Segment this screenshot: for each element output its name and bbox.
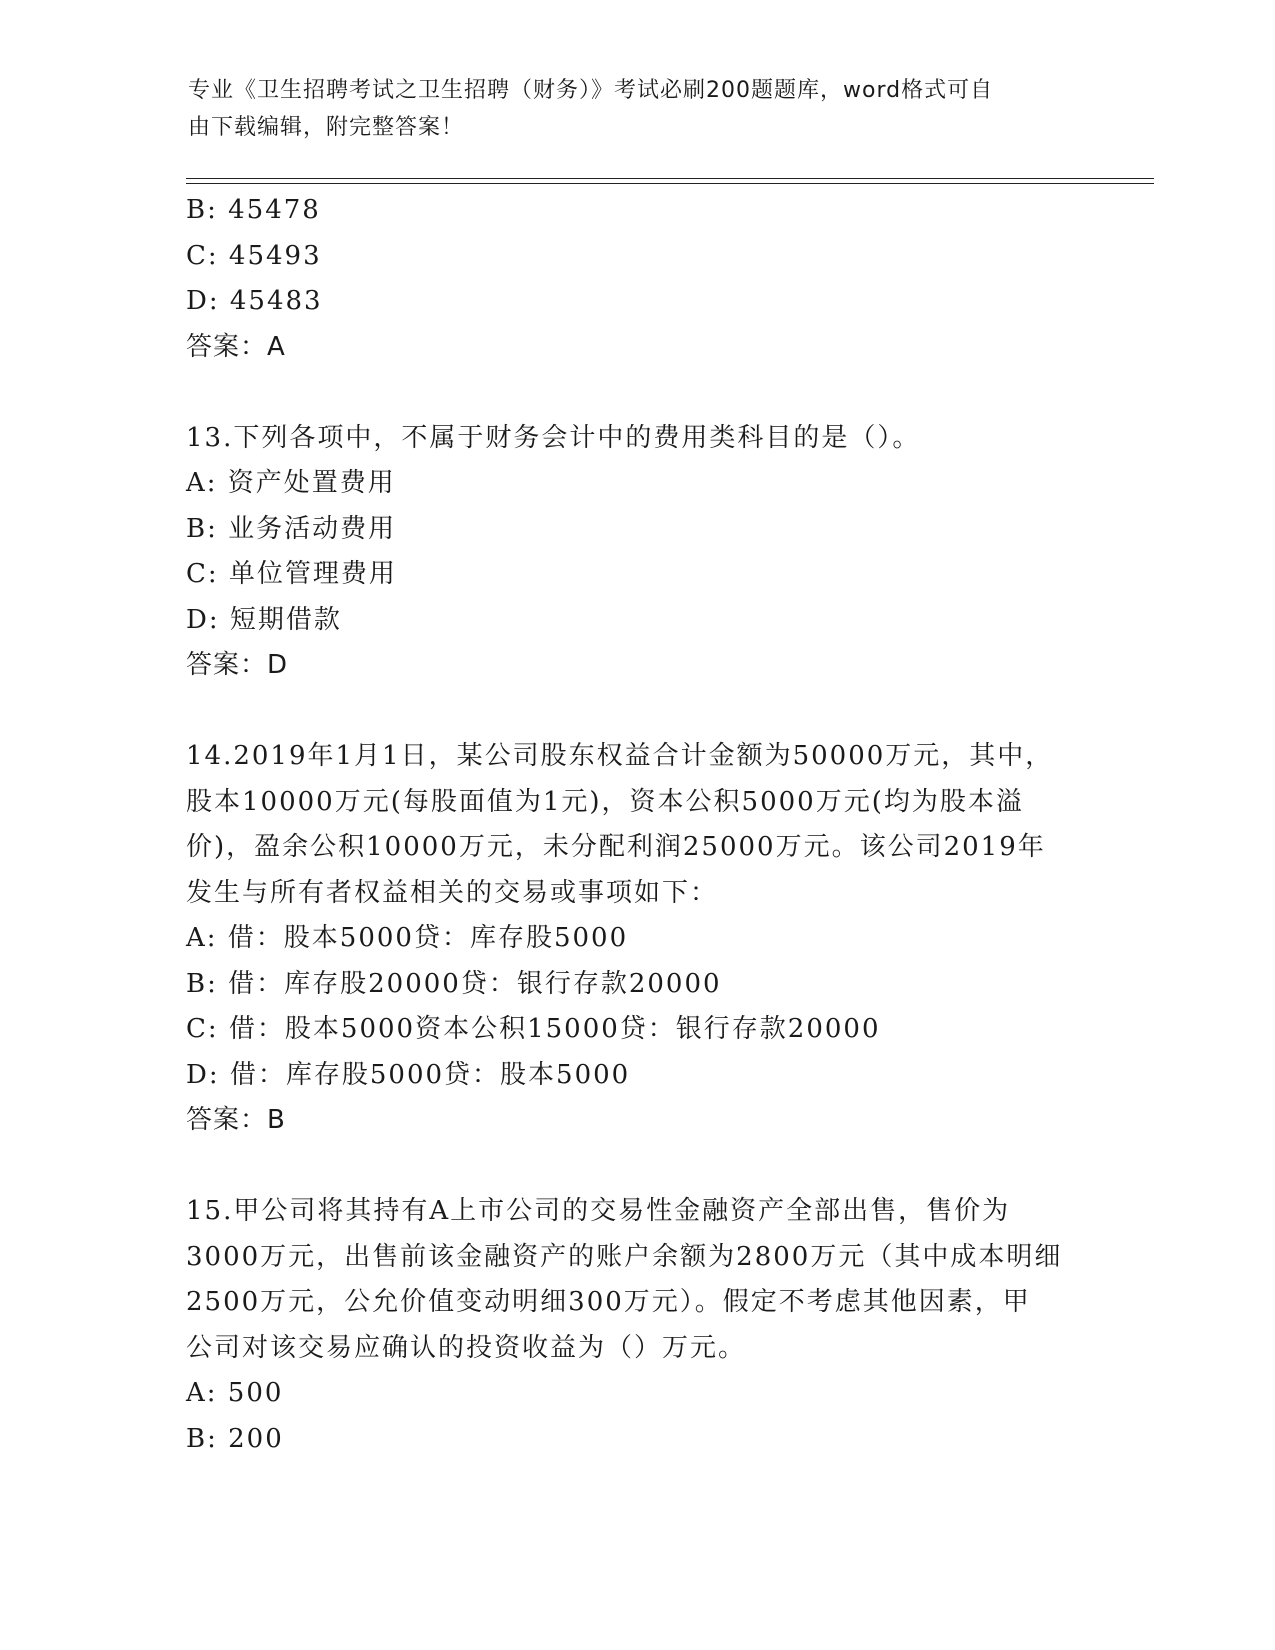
question-stem: 13.下列各项中，不属于财务会计中的费用类科目的是（）。: [186, 422, 921, 453]
option-c: C: 借：股本5000资本公积15000贷：银行存款20000: [186, 1014, 881, 1044]
option-a: A: 借：股本5000贷：库存股5000: [186, 923, 629, 953]
option-b: B: 200: [186, 1423, 284, 1454]
question-stem-line: 股本10000万元(每股面值为1元)，资本公积5000万元(均为股本溢: [186, 786, 1024, 817]
question-stem-line: 14.2019年1月1日，某公司股东权益合计金额为50000万元，其中，: [186, 741, 1054, 771]
option-c: C: 单位管理费用: [186, 559, 397, 589]
option-d: D: 45483: [186, 286, 323, 316]
option-d: D: 借：库存股5000贷：股本5000: [186, 1059, 631, 1090]
header-line-2: 由下载编辑，附完整答案！: [188, 115, 465, 140]
option-a: A: 资产处置费用: [186, 468, 396, 498]
question-stem-line: 15.甲公司将其持有A上市公司的交易性金融资产全部出售，售价为: [186, 1196, 1011, 1226]
document-body: [186, 188, 1086, 1462]
header-divider: [186, 178, 1154, 184]
option-b: B: 借：库存股20000贷：银行存款20000: [186, 968, 722, 999]
question-14: [186, 734, 1086, 1144]
answer: 答案：A: [186, 331, 286, 362]
question-stem-line: 3000万元，出售前该金融资产的账户余额为2800万元（其中成本明细: [186, 1241, 1063, 1272]
option-b: B: 45478: [186, 195, 321, 225]
option-b: B: 业务活动费用: [186, 513, 397, 544]
question-13: [186, 416, 1086, 689]
answer: 答案：B: [186, 1105, 286, 1135]
answer: 答案：D: [186, 650, 289, 680]
question-stem-line: 发生与所有者权益相关的交易或事项如下：: [186, 877, 719, 908]
document-header: [188, 72, 1068, 146]
question-stem-line: 价)，盈余公积10000万元，未分配利润25000万元。该公司2019年: [186, 832, 1046, 862]
option-c: C: 45493: [186, 240, 322, 271]
question-15: [186, 1189, 1086, 1462]
question-stem-line: 2500万元，公允价值变动明细300万元）。假定不考虑其他因素，甲: [186, 1287, 1031, 1317]
option-a: A: 500: [186, 1378, 284, 1408]
header-line-1: 专业《卫生招聘考试之卫生招聘（财务）》考试必刷200题题库，word格式可自: [188, 78, 994, 103]
question-12: [186, 188, 1086, 370]
question-stem-line: 公司对该交易应确认的投资收益为（）万元。: [186, 1332, 747, 1363]
option-d: D: 短期借款: [186, 604, 342, 635]
